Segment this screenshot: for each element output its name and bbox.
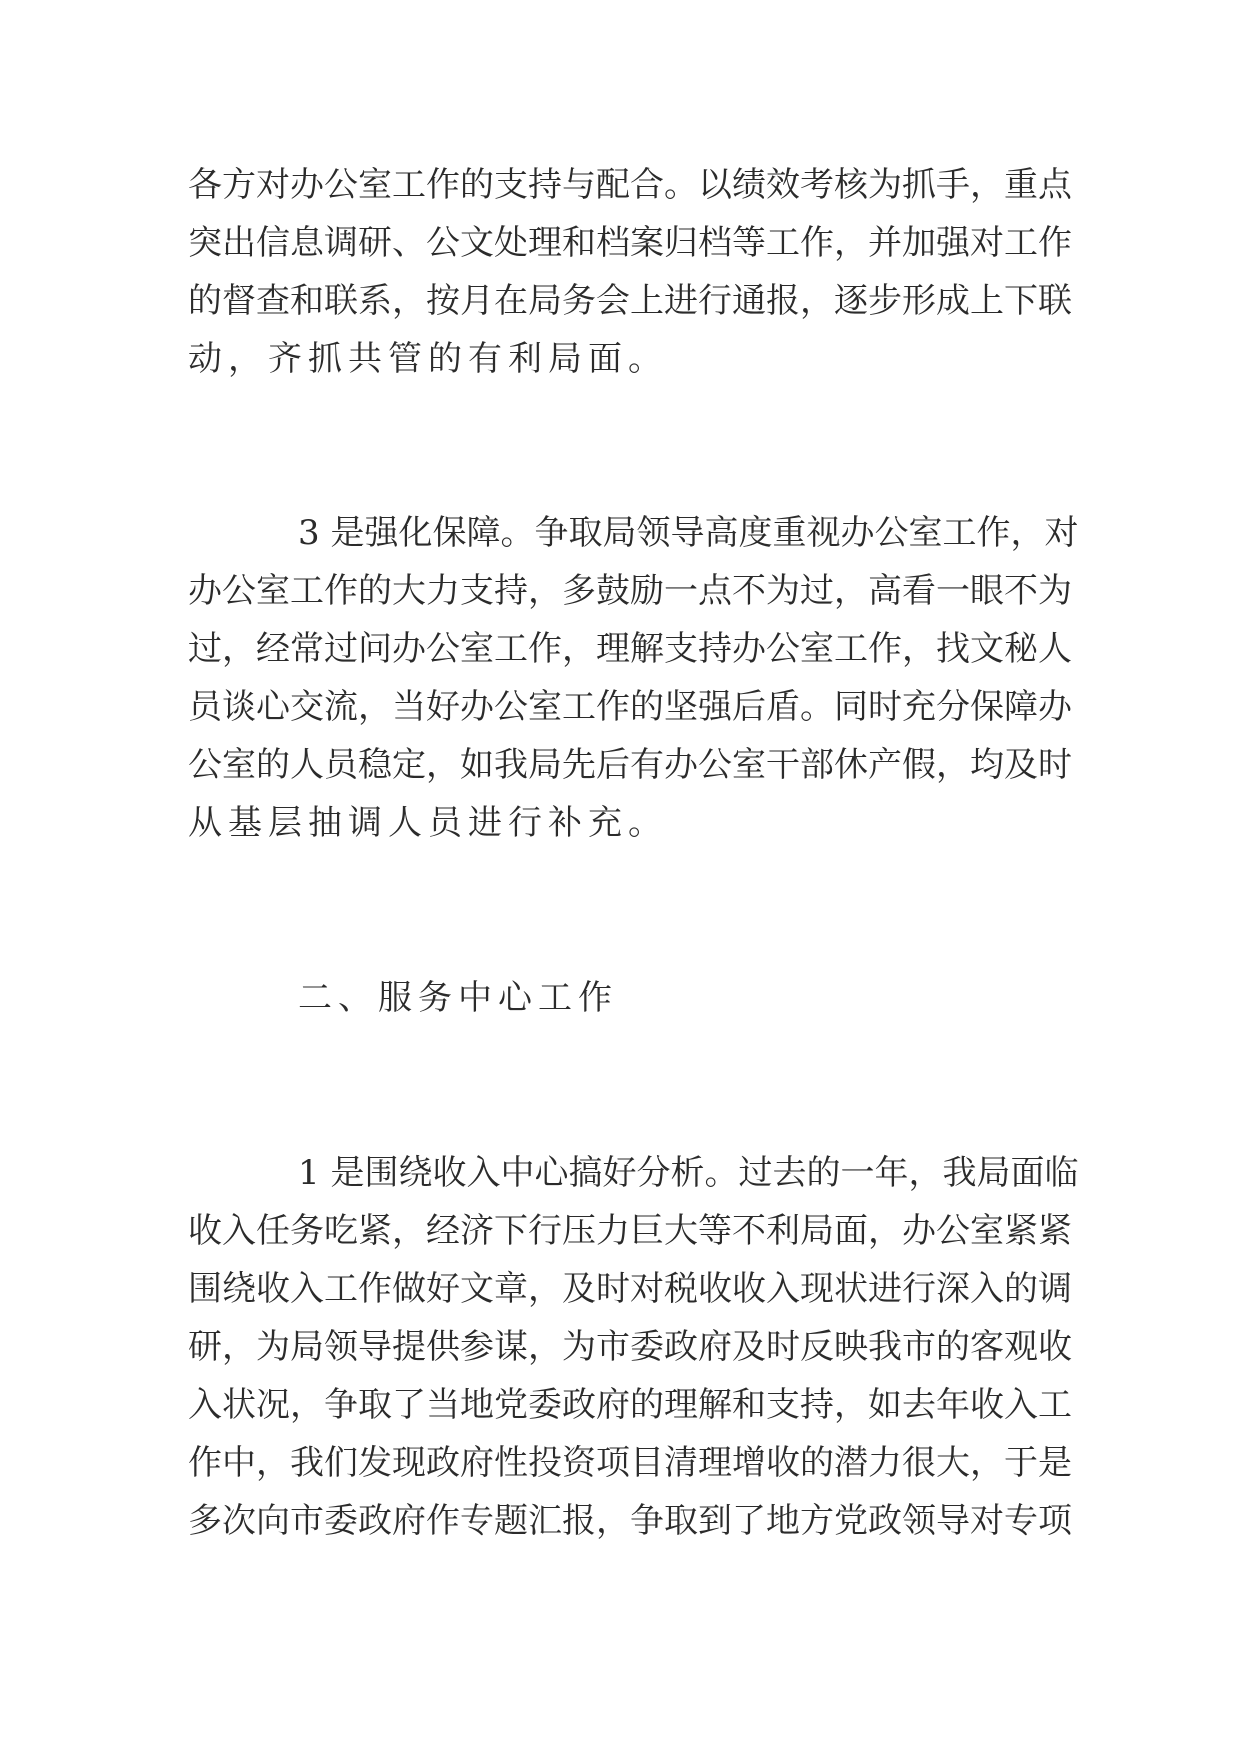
paragraph-2-line-6: 从基层抽调人员进行补充。	[188, 803, 668, 843]
paragraph-3-line-3: 围绕收入工作做好文章，及时对税收收入现状进行深入的调	[188, 1269, 1072, 1309]
paragraph-1-line-1: 各方对办公室工作的支持与配合。以绩效考核为抓手，重点	[188, 165, 1072, 205]
paragraph-3-line-5: 入状况，争取了当地党委政府的理解和支持，如去年收入工	[188, 1385, 1072, 1425]
paragraph-1-line-3: 的督查和联系，按月在局务会上进行通报，逐步形成上下联	[188, 281, 1072, 321]
paragraph-3-line-6: 作中，我们发现政府性投资项目清理增收的潜力很大，于是	[188, 1443, 1072, 1483]
paragraph-2-line-1: 3 是强化保障。争取局领导高度重视办公室工作，对	[298, 513, 1079, 553]
paragraph-1-line-2: 突出信息调研、公文处理和档案归档等工作，并加强对工作	[188, 223, 1072, 263]
paragraph-2-line-3: 过，经常过问办公室工作，理解支持办公室工作，找文秘人	[188, 629, 1072, 669]
paragraph-3-line-1: 1 是围绕收入中心搞好分析。过去的一年，我局面临	[298, 1153, 1079, 1193]
section-heading: 二、服务中心工作	[298, 978, 618, 1018]
paragraph-2-line-2: 办公室工作的大力支持，多鼓励一点不为过，高看一眼不为	[188, 571, 1072, 611]
paragraph-2-line-5: 公室的人员稳定，如我局先后有办公室干部休产假，均及时	[188, 745, 1072, 785]
paragraph-2-line-4: 员谈心交流，当好办公室工作的坚强后盾。同时充分保障办	[188, 687, 1072, 727]
paragraph-3-line-7: 多次向市委政府作专题汇报，争取到了地方党政领导对专项	[188, 1501, 1072, 1541]
paragraph-1-line-4: 动，齐抓共管的有利局面。	[188, 339, 668, 379]
paragraph-3-line-2: 收入任务吃紧，经济下行压力巨大等不利局面，办公室紧紧	[188, 1211, 1072, 1251]
paragraph-3-line-4: 研，为局领导提供参谋，为市委政府及时反映我市的客观收	[188, 1327, 1072, 1367]
